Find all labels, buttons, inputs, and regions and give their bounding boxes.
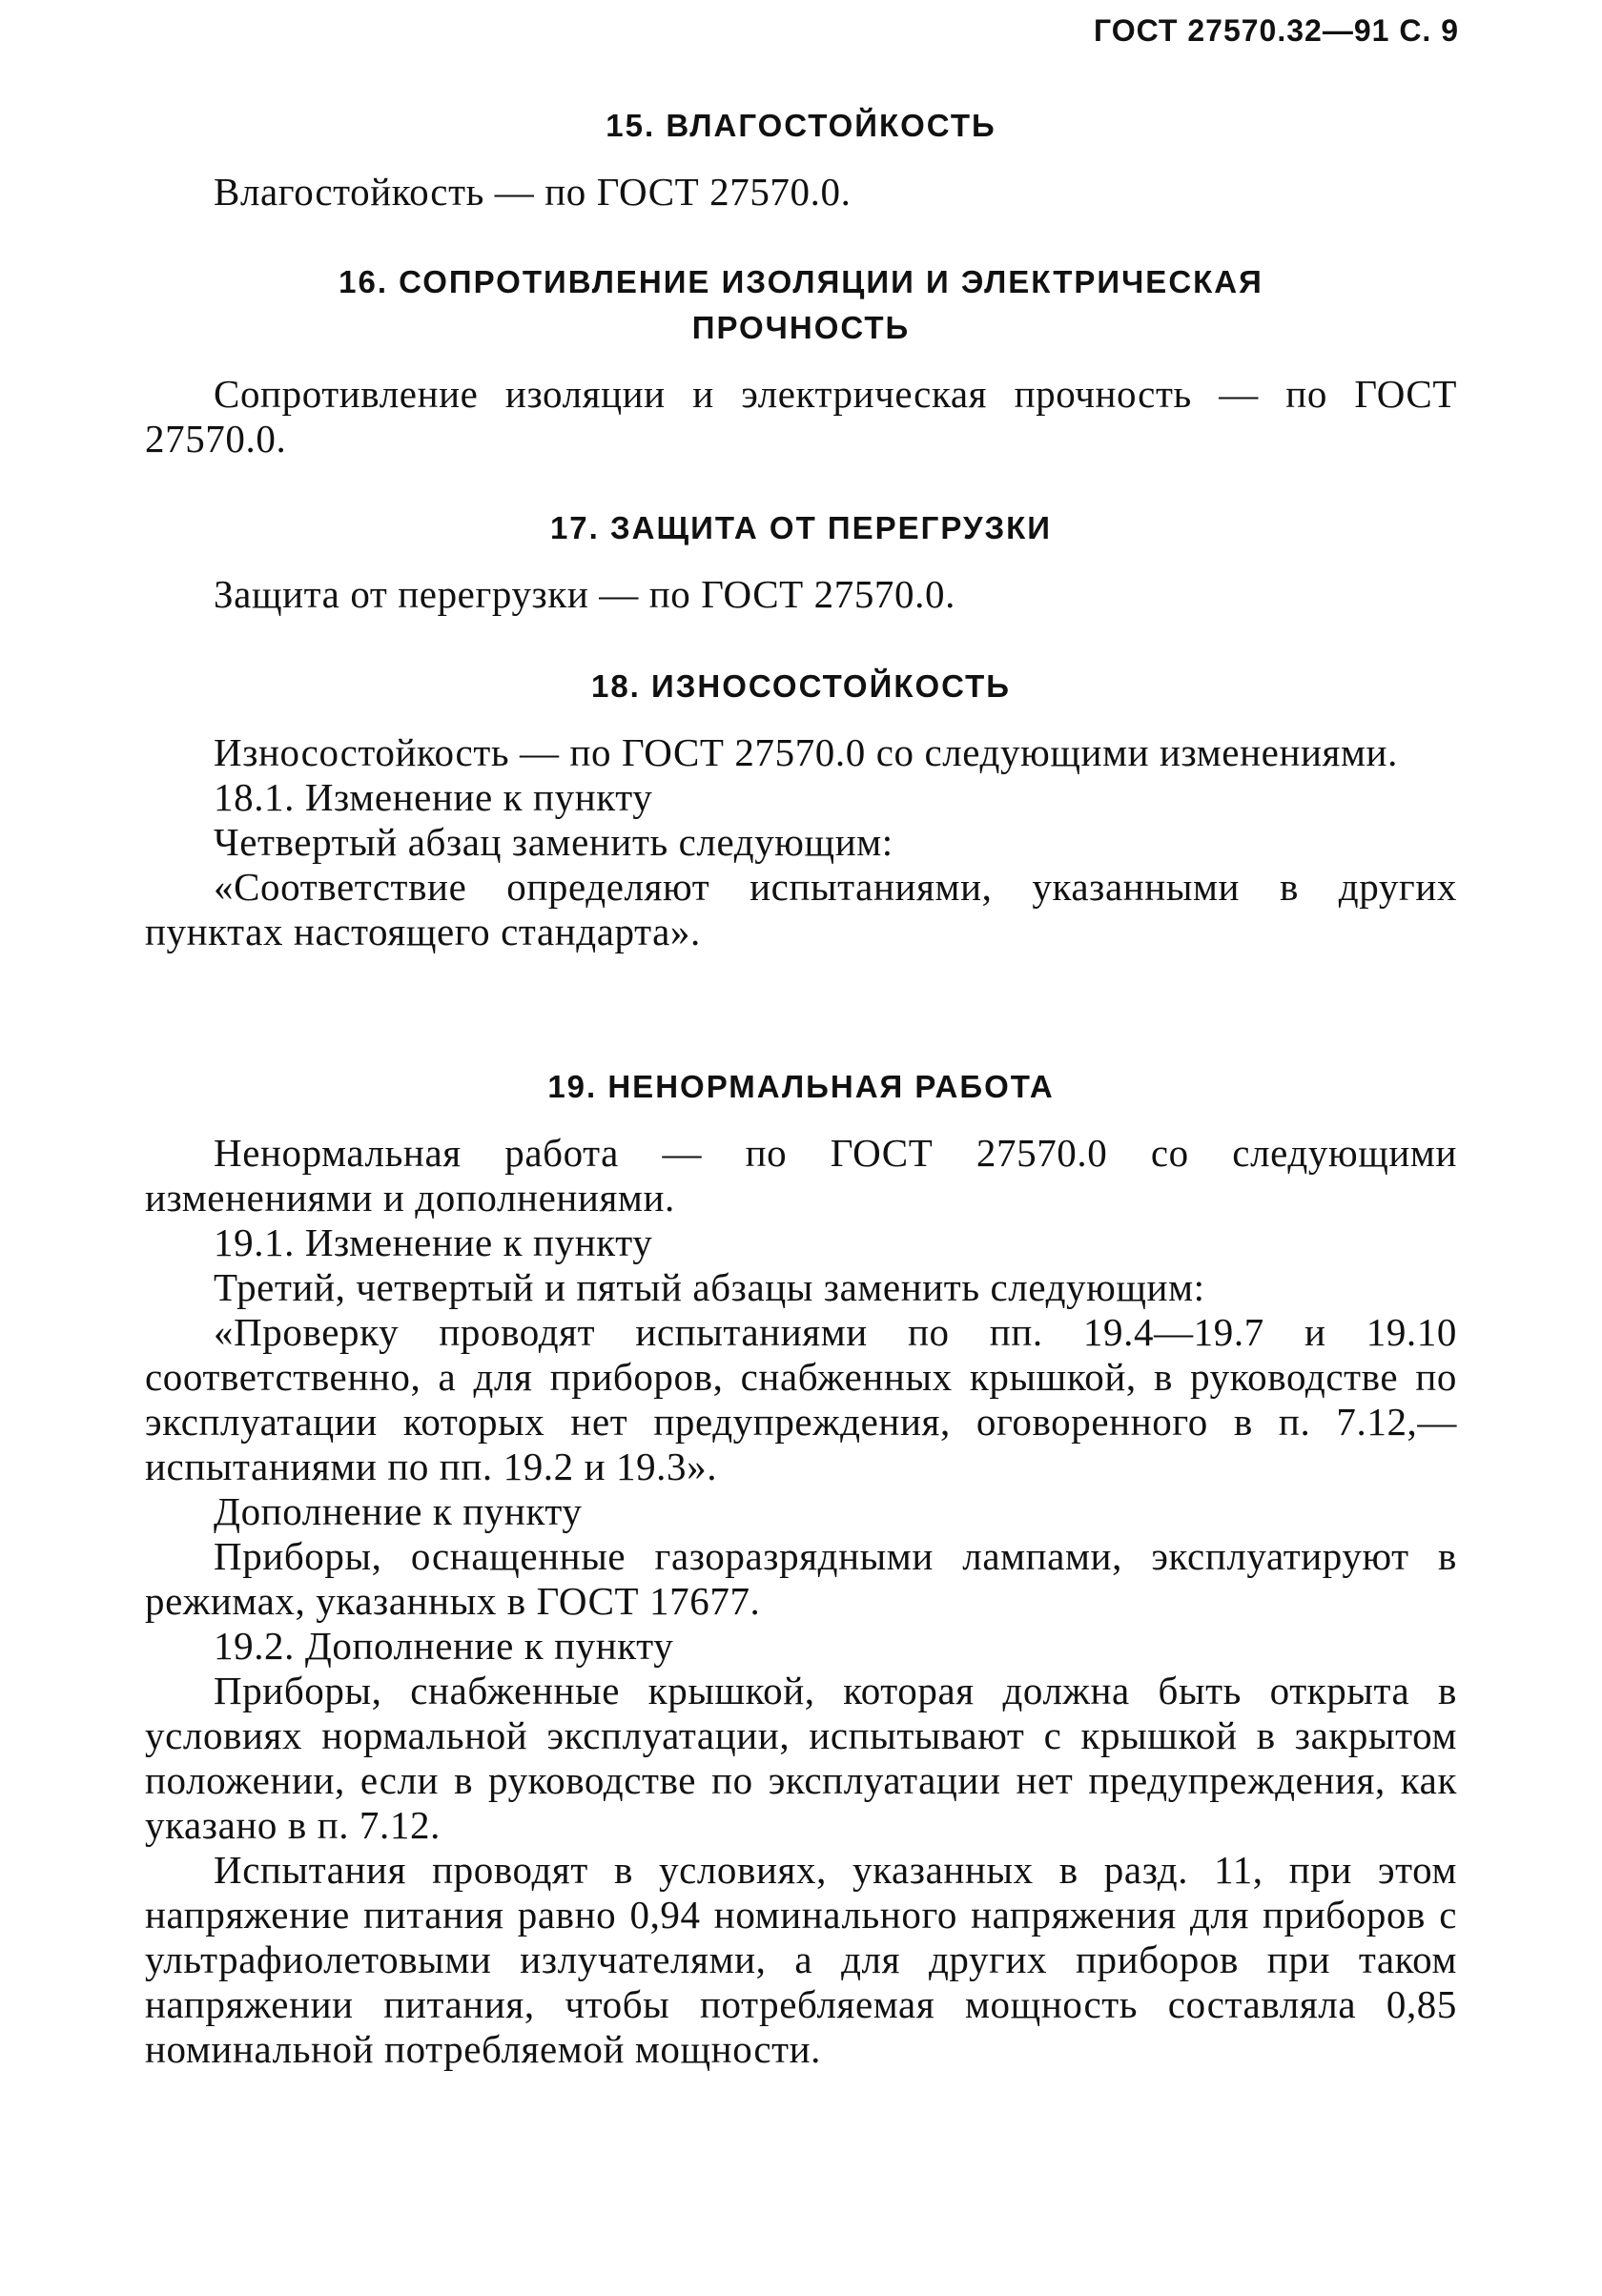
paragraph: Приборы, оснащенные газоразрядными лампами, эксплуатируют в режимах, указанных в ГОСТ 17677. [145,1534,1457,1623]
section-title: 17. ЗАЩИТА ОТ ПЕРЕГРУЗКИ [549,510,1053,545]
paragraph: Защита от перегрузки — по ГОСТ 27570.0. [214,572,955,616]
paragraph: 19.2. Дополнение к пункту [214,1624,674,1668]
page-header: ГОСТ 27570.32—91 С. 9 [1094,13,1459,48]
paragraph: Испытания проводят в условиях, указанных в разд. 11, при этом напряжение питания равно 0,94 номинального напряжения для приборов с ультрафиолетовыми излучателями, а для других приборов при таком напряжении питания, чтобы потребляемая мощность составляла 0,85 номинальной потребляемой мощности. [145,1848,1457,2071]
section-15 [145,103,1457,215]
paragraph: Влагостойкость — по ГОСТ 27570.0. [214,170,852,214]
paragraph: Износостойкость — по ГОСТ 27570.0 со следующими изменениями. [214,730,1398,774]
section-title: 15. ВЛАГОСТОЙКОСТЬ [606,108,996,143]
paragraph: Ненормальная работа — по ГОСТ 27570.0 со следующими изменениями и дополнениями. [145,1131,1457,1220]
section-title: 19. НЕНОРМАЛЬНАЯ РАБОТА [547,1069,1055,1104]
section-18 [145,664,1457,954]
section-17 [145,505,1457,617]
section-19 [145,1064,1457,2072]
paragraph: Третий, четвертый и пятый абзацы заменить следующим: [214,1265,1205,1309]
section-title: 16. СОПРОТИВЛЕНИЕ ИЗОЛЯЦИИ И ЭЛЕКТРИЧЕСКАЯ [339,264,1263,299]
paragraph: «Проверку проводят испытаниями по пп. 19.4—19.7 и 19.10 соответственно, а для приборов, снабженных крышкой, в руководстве по эксплуатации которых нет предупреждения, оговоренного в п. 7.12,— испытаниями по пп. 19.2 и 19.3». [145,1310,1457,1488]
paragraph: «Соответствие определяют испытаниями, указанными в других пунктах настоящего стандарта». [145,865,1457,953]
section-title-continued: ПРОЧНОСТЬ [691,310,911,345]
paragraph: 19.1. Изменение к пункту [214,1220,653,1264]
paragraph: Четвертый абзац заменить следующим: [214,820,893,864]
section-16 [145,259,1457,461]
paragraph: 18.1. Изменение к пункту [214,775,653,819]
section-title: 18. ИЗНОСОСТОЙКОСТЬ [590,668,1012,704]
paragraph: Приборы, снабженные крышкой, которая должна быть открыта в условиях нормальной эксплуатации, испытывают с крышкой в закрытом положении, если в руководстве по эксплуатации нет предупреждения, как указано в п. 7.12. [145,1669,1457,1847]
paragraph: Дополнение к пункту [214,1489,583,1533]
paragraph: Сопротивление изоляции и электрическая прочность — по ГОСТ 27570.0. [145,372,1457,461]
